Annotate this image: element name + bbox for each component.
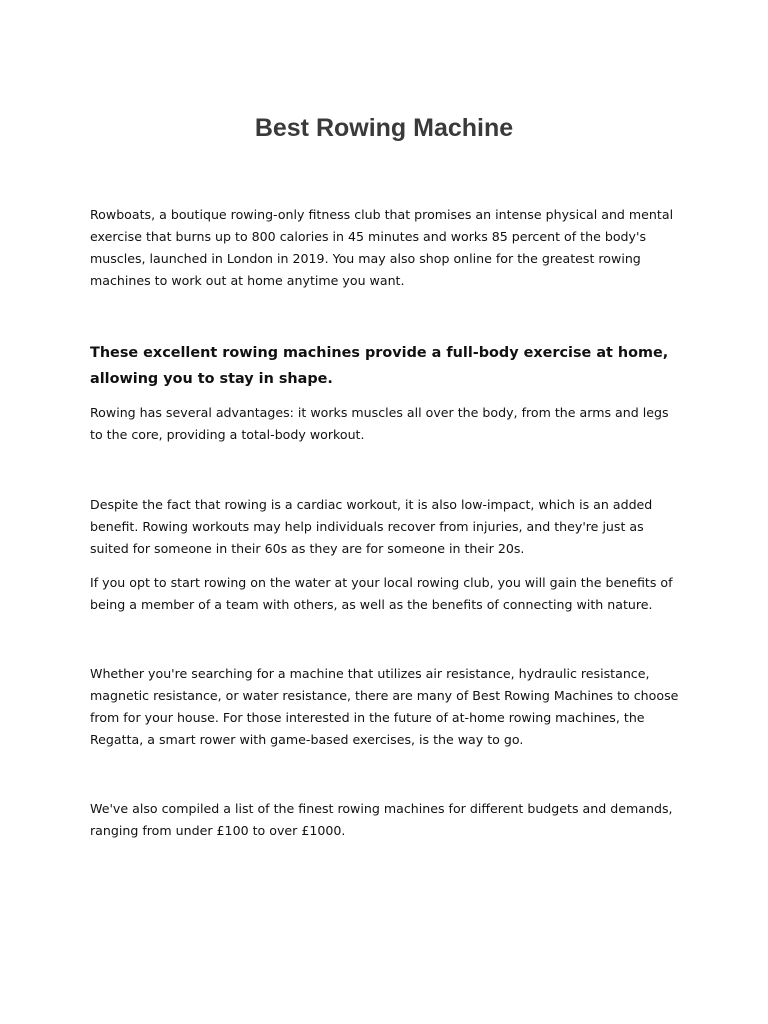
advantages-paragraph: Rowing has several advantages: it works muscles all over the body, from the arms and legs to the core, providing a total-body workout. [90, 405, 669, 442]
rowing-club-paragraph: If you opt to start rowing on the water at your local rowing club, you will gain the benefits of being a member of a team with others, as well as the benefits of connecting with nature. [90, 575, 673, 612]
budget-list-paragraph: We've also compiled a list of the finest rowing machines for different budgets and demands, ranging from under £100 to over £1000. [90, 801, 673, 838]
section-heading: These excellent rowing machines provide a full-body exercise at home, allowing you to stay in shape. [90, 345, 669, 387]
page-title: Best Rowing Machine [254, 114, 514, 142]
resistance-types-paragraph: Whether you're searching for a machine that utilizes air resistance, hydraulic resistance, magnetic resistance, or water resistance, there are many of Best Rowing Machines to choose from for your house. For those interested in the future of at-home rowing machines, the Regatta, a smart rower with game-based exercises, is the way to go. [90, 666, 679, 747]
intro-paragraph: Rowboats, a boutique rowing-only fitness club that promises an intense physical and mental exercise that burns up to 800 calories in 45 minutes and works 85 percent of the body's muscles, launched in London in 2019. You may also shop online for the greatest rowing machines to work out at home anytime you want. [90, 207, 674, 288]
low-impact-paragraph: Despite the fact that rowing is a cardiac workout, it is also low-impact, which is an added benefit. Rowing workouts may help individuals recover from injuries, and they're just as suited for someone in their 60s as they are for someone in their 20s. [90, 497, 653, 556]
